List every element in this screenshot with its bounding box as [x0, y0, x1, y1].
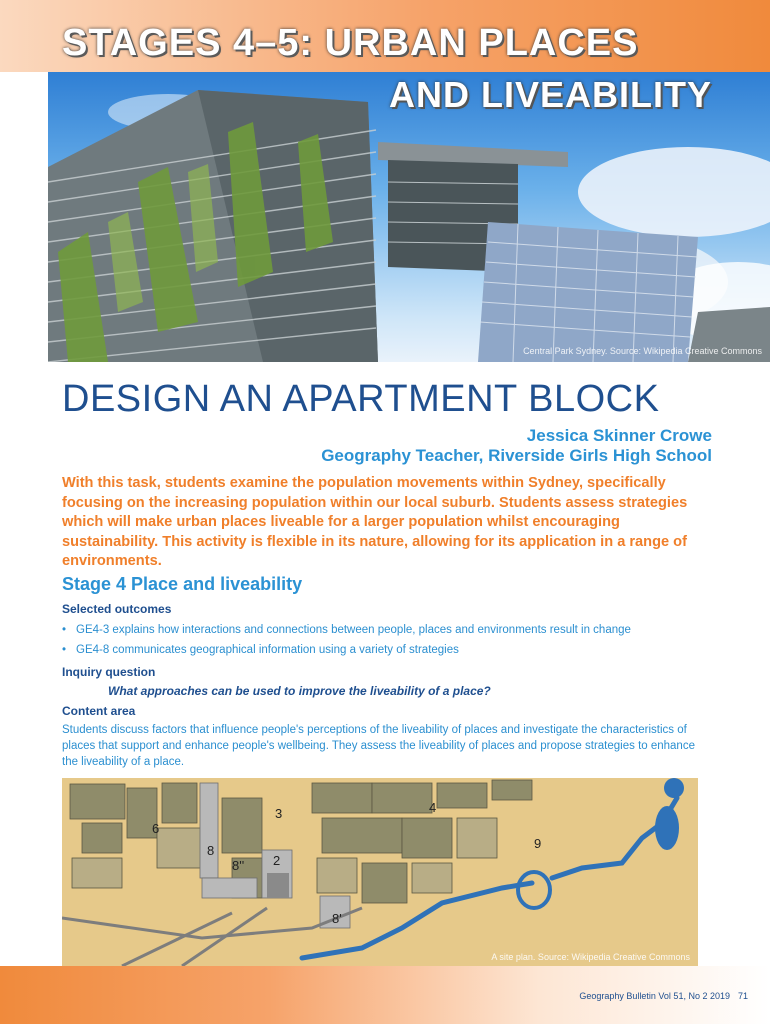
author-affiliation: Geography Teacher, Riverside Girls High School [321, 446, 712, 465]
page-number: 71 [737, 991, 748, 1001]
site-plan-map [62, 778, 698, 966]
outcome-text: GE4-3 explains how interactions and connections between people, places and environments result in change [76, 624, 631, 636]
content-area-text: Students discuss factors that influence people's perceptions of the liveability of places and investigate the characteristics of places that support and enhance people's wellbeing. They assess the liveability of places and propose strategies to enhance the liveability of a place. [62, 724, 695, 768]
plan-label-4: 4 [429, 800, 437, 815]
hero-image-credit: Central Park Sydney. Source: Wikipedia Creative Commons [523, 346, 762, 356]
plan-label-8p: 8' [332, 911, 342, 926]
inquiry-question: What approaches can be used to improve the liveability of a place? [108, 684, 491, 698]
bullet-icon: • [62, 624, 67, 636]
site-plan-credit: A site plan. Source: Wikipedia Creative Commons [491, 952, 690, 962]
inquiry-label: Inquiry question [62, 665, 156, 679]
site-plan-image [62, 778, 698, 966]
selected-outcomes-label: Selected outcomes [62, 602, 172, 616]
plan-label-9: 9 [534, 836, 542, 851]
publication-name: Geography Bulletin Vol 51, No 2 2019 [579, 991, 730, 1001]
plan-label-6: 6 [152, 821, 160, 836]
plan-label-3: 3 [275, 806, 283, 821]
section-title-line2: AND LIVEABILITY [388, 74, 712, 115]
content-area-label: Content area [62, 704, 136, 718]
article-intro: With this task, students examine the population movements within Sydney, specifically focusing on the increasing population within our local suburb. Students assess strategies which will make urban places liveable for a larger population whilst encouraging sustainability. This activity is flexible in its nature, allowing for its application in a range of environments. [62, 475, 688, 569]
bullet-icon: • [62, 644, 67, 656]
plan-label-8: 8 [207, 843, 215, 858]
plan-label-2: 2 [273, 853, 281, 868]
section-title-line1: STAGES 4–5: URBAN PLACES [62, 22, 639, 64]
footer [579, 991, 748, 1001]
article-title: DESIGN AN APARTMENT BLOCK [62, 378, 660, 420]
author-name: Jessica Skinner Crowe [526, 426, 712, 445]
outcome-item [62, 620, 712, 640]
outcome-item [62, 640, 712, 660]
outcomes-list [62, 620, 712, 660]
plan-label-8pp: 8'' [232, 858, 245, 873]
outcome-text: GE4-8 communicates geographical information using a variety of strategies [76, 644, 459, 656]
stage-heading: Stage 4 Place and liveability [62, 574, 303, 594]
